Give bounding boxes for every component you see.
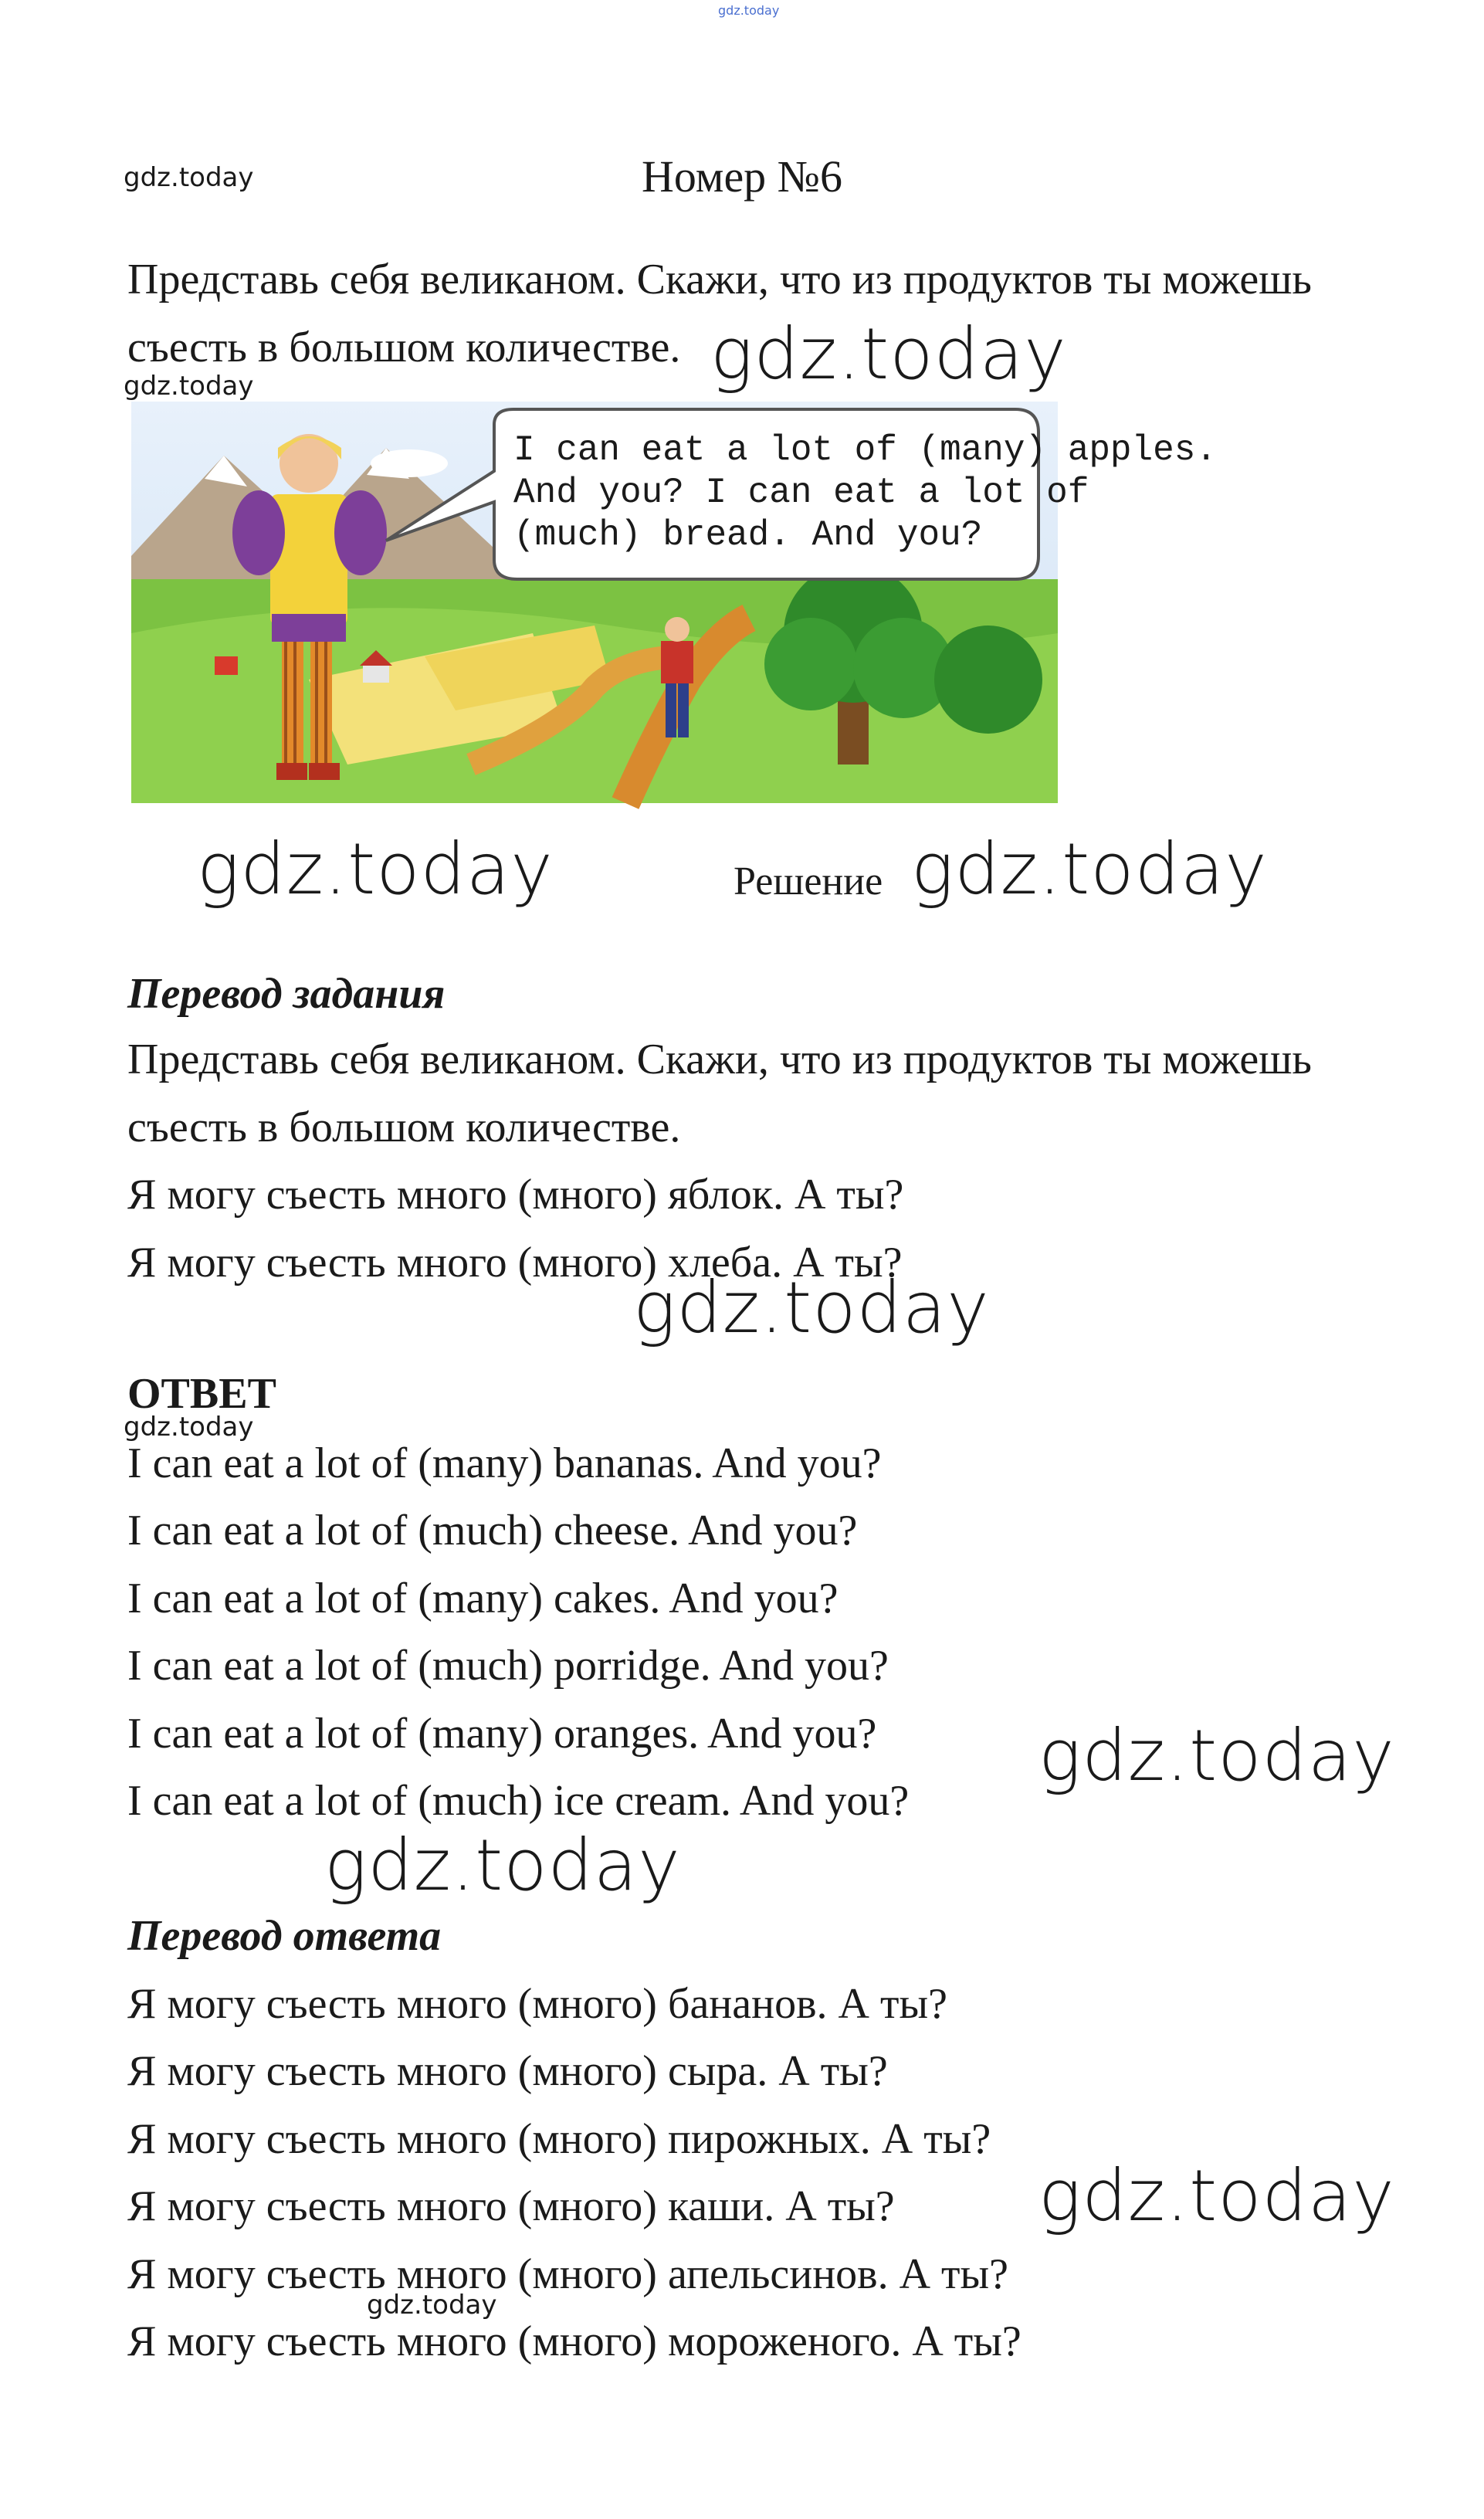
answer-translation-line: Я могу съесть много (много) бананов. А ты? [127,1980,947,2028]
solution-label: Решение [734,859,883,904]
page-title: Номер №6 [641,151,843,202]
answer-translation-line: Я могу съесть много (много) пирожных. А ты? [127,2115,991,2163]
watermark: gdz.today [124,371,254,402]
watermark: gdz.today [911,828,1268,910]
watermark: gdz.today [1038,1714,1395,1797]
answer-translation-line: Я могу съесть много (много) апельсинов. А ты? [127,2250,1008,2298]
answer-line: I can eat a lot of (many) bananas. And you? [127,1439,882,1487]
giant-illustration [131,402,1217,803]
speech-bubble [386,409,1217,579]
watermark: gdz.today [124,162,254,193]
answer-translation-heading: Перевод ответа [127,1912,442,1960]
task-line: съесть в большом количестве. [127,324,681,371]
answer-line: I can eat a lot of (much) porridge. And you? [127,1642,889,1690]
answer-line: I can eat a lot of (many) cakes. And you? [127,1575,839,1622]
watermark: gdz.today [197,828,554,910]
watermark: gdz.today [633,1266,990,1349]
task-translation-line: съесть в большом количестве. [127,1104,681,1151]
watermark: gdz.today [1038,2155,1395,2237]
answer-heading: ОТВЕТ [127,1370,276,1418]
answer-line: I can eat a lot of (much) ice cream. And you? [127,1777,910,1825]
answer-translation-line: Я могу съесть много (много) каши. А ты? [127,2182,895,2230]
task-line: Представь себя великаном. Скажи, что из продуктов ты можешь [127,256,1312,303]
watermark: gdz.today [710,313,1067,395]
task-translation-line: Представь себя великаном. Скажи, что из продуктов ты можешь [127,1036,1312,1083]
task-translation-heading: Перевод задания [127,970,446,1018]
watermark: gdz.today [124,1412,254,1443]
answer-translation-line: Я могу съесть много (много) сыра. А ты? [127,2047,888,2095]
bubble-line: I can eat a lot of (many) apples. [513,430,1217,470]
bubble-line: And you? I can eat a lot of [513,473,1089,513]
bubble-line: (much) bread. And you? [513,515,983,555]
watermark: gdz.today [718,3,780,18]
watermark: gdz.today [324,1824,681,1907]
answer-line: I can eat a lot of (many) oranges. And you? [127,1710,877,1758]
watermark: gdz.today [367,2290,497,2321]
answer-translation-line: Я могу съесть много (много) мороженого. А ты? [127,2317,1022,2365]
answer-line: I can eat a lot of (much) cheese. And you? [127,1507,858,1554]
task-translation-line: Я могу съесть много (много) хлеба. А ты? [127,1239,903,1287]
task-translation-line: Я могу съесть много (много) яблок. А ты? [127,1171,904,1219]
